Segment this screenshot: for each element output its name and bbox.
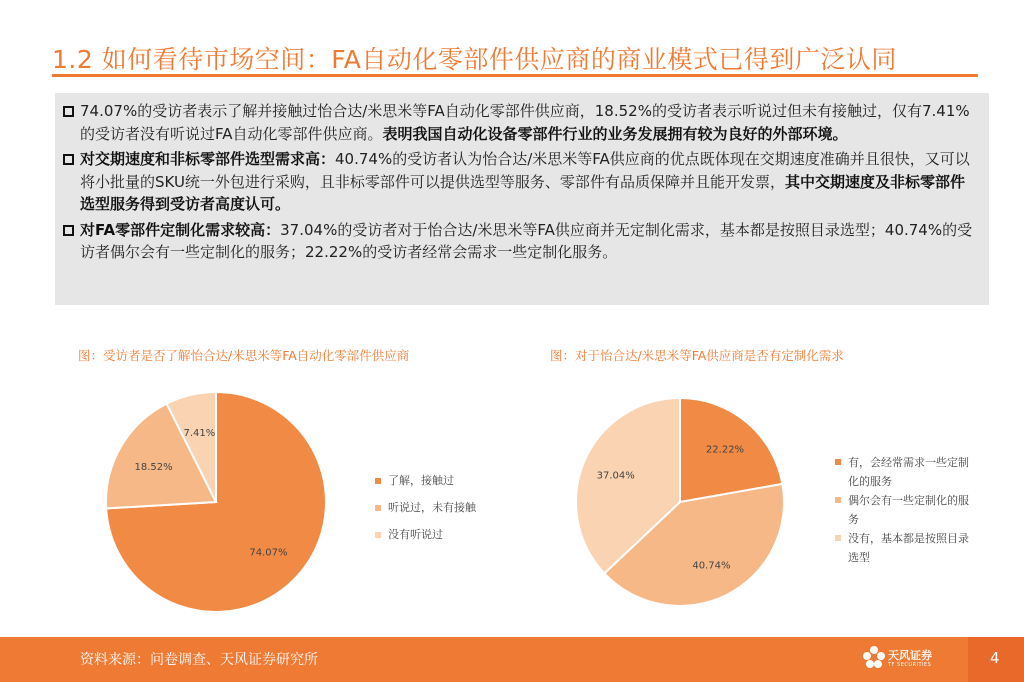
summary-box [55, 93, 989, 305]
legend-item [835, 453, 975, 491]
pie-data-label: 37.04% [596, 470, 635, 482]
bullet-body: 74.07%的受访者表示了解并接触过怡合达/米思米等FA自动化零部件供应商，18.52%的受访者表示听说过但未有接触过，仅有7.41%的受访者没有听说过FA自动化零部件供应商。 [80, 102, 970, 143]
title-underline [52, 74, 978, 77]
legend-awareness [375, 472, 495, 542]
bullet-conclusion: 其中交期速度及非标零部件选型服务得到受访者高度认可。 [80, 172, 965, 213]
square-bullet-icon [63, 106, 74, 117]
legend-label: 有，会经常需求一些定制化的服务 [848, 456, 969, 488]
bullet-text [80, 100, 975, 145]
bullet-body: 37.04%的受访者对于怡合达/米思米等FA供应商并无定制化需求，基本都是按照目录选型；40.74%的受访者偶尔会有一些定制化的服务；22.22%的受访者经常会需求一些定制化服务。 [80, 220, 973, 261]
legend-item [375, 472, 495, 488]
legend-swatch [835, 497, 841, 503]
source-note: 资料来源：问卷调查、天风证券研究所 [80, 652, 318, 668]
logo-text: 天风证券 [888, 649, 932, 662]
bullet-lead: 对交期速度和非标零部件选型需求高： [80, 150, 336, 168]
footer-bar [0, 637, 1024, 682]
bullet-conclusion: 表明我国自动化设备零部件行业的业务发展拥有较为良好的外部环境。 [382, 124, 848, 143]
bullet-body: 40.74%的受访者认为怡合达/米思米等FA供应商的优点既体现在交期速度准确并且很快，又可以将小批量的SKU统一外包进行采购，且非标零部件可以提供选型等服务、零部件有品质保障并且能开发票， [80, 150, 970, 191]
bullet-text [80, 148, 975, 216]
pie-chart-awareness [100, 385, 340, 617]
legend-item [375, 499, 495, 515]
logo-subtext: TF SECURITIES [888, 662, 932, 668]
legend-swatch [835, 459, 841, 465]
legend-label: 没有听说过 [388, 528, 443, 541]
pie-data-label: 18.52% [134, 462, 173, 473]
pie-data-label: 7.41% [183, 427, 216, 439]
company-logo [862, 643, 962, 677]
legend-swatch [375, 505, 381, 511]
pie-data-label: 40.74% [692, 560, 731, 572]
pie-data-label: 22.22% [705, 444, 745, 456]
legend-swatch [835, 535, 841, 541]
legend-label: 没有，基本都是按照目录选型 [848, 532, 969, 564]
legend-item [835, 529, 975, 567]
pie-chart-customization [565, 385, 795, 617]
square-bullet-icon [63, 154, 74, 165]
bullet-lead: 对FA零部件定制化需求较高： [80, 220, 281, 239]
legend-customization [835, 453, 975, 567]
legend-label: 偶尔会有一些定制化的服务 [848, 494, 969, 526]
legend-swatch [375, 478, 381, 484]
legend-label: 听说过，未有接触 [388, 501, 476, 514]
chart-title-customization: 图：对于怡合达/米思米等FA供应商是否有定制化需求 [550, 348, 844, 363]
legend-item [375, 526, 495, 542]
legend-swatch [375, 532, 381, 538]
flower-logo-icon [862, 643, 886, 673]
chart-title-awareness: 图：受访者是否了解怡合达/米思米等FA自动化零部件供应商 [78, 348, 410, 363]
page-number: 4 [990, 649, 1000, 667]
page-title: 1.2 如何看待市场空间：FA自动化零部件供应商的商业模式已得到广泛认同 [52, 45, 897, 74]
legend-label: 了解，接触过 [388, 474, 454, 487]
bullet-text [80, 219, 975, 264]
bullet-item [63, 148, 975, 216]
square-bullet-icon [63, 225, 74, 236]
legend-item [835, 491, 975, 529]
pie-data-label: 74.07% [249, 547, 288, 559]
bullet-item [63, 100, 975, 145]
bullet-item [63, 219, 975, 264]
